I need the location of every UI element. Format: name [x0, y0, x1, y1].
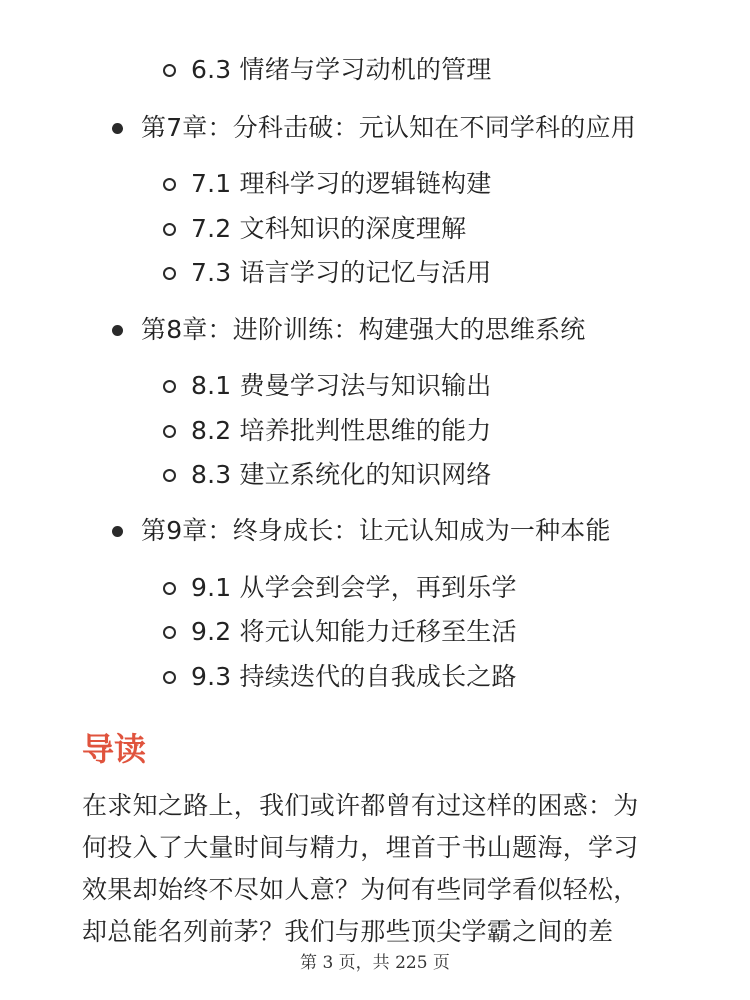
intro-heading: 导读 — [82, 730, 147, 768]
intro-line: 何投入了大量时间与精力，埋首于书山题海，学习 — [82, 833, 639, 862]
toc-section-label: 7.3 语言学习的记忆与活用 — [191, 258, 492, 287]
toc-section-label: 9.2 将元认知能力迁移至生活 — [191, 617, 517, 646]
toc-chapter-8 — [112, 310, 586, 350]
toc-section-6-3 — [163, 50, 492, 90]
intro-line: 却总能名列前茅？我们与那些顶尖学霸之间的差 — [82, 917, 614, 946]
toc-section-8-1 — [163, 366, 492, 406]
filled-bullet-icon — [112, 325, 123, 336]
toc-chapter-9 — [112, 511, 611, 551]
toc-section-label: 6.3 情绪与学习动机的管理 — [191, 55, 492, 84]
hollow-bullet-icon — [163, 380, 176, 393]
hollow-bullet-icon — [163, 64, 176, 77]
toc-chapter-7 — [112, 108, 636, 148]
toc-section-label: 7.1 理科学习的逻辑链构建 — [191, 169, 492, 198]
hollow-bullet-icon — [163, 223, 176, 236]
hollow-bullet-icon — [163, 267, 176, 280]
toc-section-8-3 — [163, 455, 492, 495]
intro-paragraph — [82, 785, 682, 953]
toc-chapter-title: 第7章：分科击破：元认知在不同学科的应用 — [141, 113, 636, 142]
toc-section-8-2 — [163, 411, 492, 451]
toc-section-label: 9.3 持续迭代的自我成长之路 — [191, 662, 517, 691]
hollow-bullet-icon — [163, 178, 176, 191]
toc-chapter-title: 第8章：进阶训练：构建强大的思维系统 — [141, 315, 586, 344]
toc-section-label: 8.3 建立系统化的知识网络 — [191, 460, 492, 489]
hollow-bullet-icon — [163, 626, 176, 639]
toc-section-label: 8.2 培养批判性思维的能力 — [191, 416, 492, 445]
page-number-footer: 第 3 页，共 225 页 — [300, 953, 450, 973]
toc-section-7-2 — [163, 209, 466, 249]
intro-line: 效果却始终不尽如人意？为何有些同学看似轻松， — [82, 875, 639, 904]
toc-section-label: 9.1 从学会到会学，再到乐学 — [191, 573, 517, 602]
toc-section-7-3 — [163, 253, 492, 293]
toc-section-label: 7.2 文科知识的深度理解 — [191, 214, 467, 243]
toc-section-label: 8.1 费曼学习法与知识输出 — [191, 371, 492, 400]
filled-bullet-icon — [112, 526, 123, 537]
hollow-bullet-icon — [163, 582, 176, 595]
filled-bullet-icon — [112, 123, 123, 134]
toc-section-9-3 — [163, 657, 517, 697]
hollow-bullet-icon — [163, 469, 176, 482]
toc-section-9-2 — [163, 612, 517, 652]
toc-section-9-1 — [163, 568, 517, 608]
toc-chapter-title: 第9章：终身成长：让元认知成为一种本能 — [141, 516, 611, 545]
toc-section-7-1 — [163, 164, 492, 204]
hollow-bullet-icon — [163, 671, 176, 684]
hollow-bullet-icon — [163, 425, 176, 438]
intro-line: 在求知之路上，我们或许都曾有过这样的困惑：为 — [82, 791, 639, 820]
